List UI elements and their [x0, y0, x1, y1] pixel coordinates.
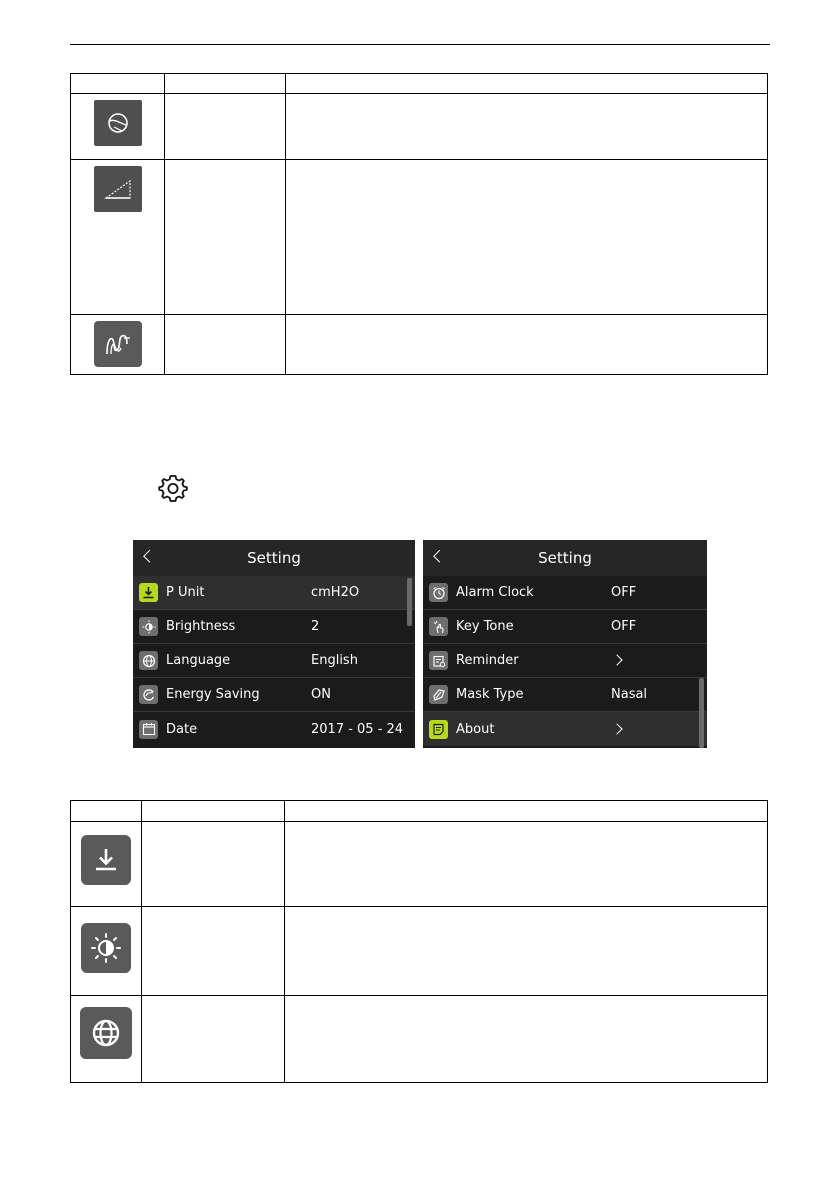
setting-row-reminder[interactable]: [423, 644, 707, 678]
table-row: [71, 907, 768, 996]
description-cell: [285, 907, 768, 996]
table-row: [71, 160, 768, 315]
setting-value: [611, 653, 621, 668]
setting-row-about[interactable]: [423, 712, 707, 746]
setting-label: Energy Saving: [166, 687, 260, 702]
icon-cell: [71, 822, 142, 907]
setting-icons-table: [70, 800, 768, 1083]
setting-value: OFF: [611, 585, 637, 600]
icon-cell: [71, 907, 142, 996]
header-cell: [286, 74, 768, 94]
screen-header: [423, 540, 707, 576]
icon-cell: [71, 996, 142, 1083]
setting-label: Reminder: [456, 653, 519, 668]
header-cell: [71, 74, 165, 94]
setting-label: Language: [166, 653, 231, 668]
table-row: [71, 996, 768, 1083]
chevron-right-icon: [611, 723, 622, 734]
header-rule: [70, 44, 770, 45]
setting-row-mask-type[interactable]: [423, 678, 707, 712]
brightness-icon: [139, 617, 158, 636]
setting-label: Brightness: [166, 619, 236, 634]
table-row: [71, 94, 768, 160]
description-cell: [286, 315, 768, 375]
setting-row-key-tone[interactable]: [423, 610, 707, 644]
back-icon[interactable]: [433, 550, 446, 563]
setting-value: Nasal: [611, 687, 648, 702]
about-icon: [429, 720, 448, 739]
scrollbar[interactable]: [407, 578, 412, 626]
brightness-icon: [81, 923, 131, 973]
setting-row-language[interactable]: [133, 644, 415, 678]
name-cell: [165, 315, 286, 375]
circle-slash-icon: [94, 100, 142, 146]
ramp-triangle-icon: [94, 166, 142, 212]
gear-icon: [158, 473, 188, 503]
setting-row-alarm-clock[interactable]: [423, 576, 707, 610]
energy-icon: [139, 685, 158, 704]
setting-value: 2: [311, 619, 320, 634]
name-cell: [142, 822, 285, 907]
header-cell: [71, 801, 142, 822]
description-cell: [286, 94, 768, 160]
table-row: [71, 822, 768, 907]
icon-cell: [71, 160, 165, 315]
download-icon: [139, 583, 158, 602]
chevron-right-icon: [611, 654, 622, 665]
name-cell: [165, 94, 286, 160]
screen-header: [133, 540, 415, 576]
setting-label: Key Tone: [456, 619, 514, 634]
setting-row-energy-saving[interactable]: [133, 678, 415, 712]
setting-value: cmH2O: [311, 585, 360, 600]
table-row: [71, 315, 768, 375]
back-icon[interactable]: [143, 550, 156, 563]
setting-value: 2017 - 05 - 24: [311, 721, 404, 737]
icon-cell: [71, 94, 165, 160]
setting-row-brightness[interactable]: [133, 610, 415, 644]
setting-value: [611, 722, 621, 737]
reminder-icon: [429, 651, 448, 670]
description-cell: [285, 996, 768, 1083]
scrollbar[interactable]: [699, 678, 704, 748]
setting-row-p-unit[interactable]: [133, 576, 415, 610]
globe-icon: [139, 651, 158, 670]
setting-label: Alarm Clock: [456, 585, 534, 600]
calendar-icon: [139, 720, 158, 739]
tube-icon: [94, 321, 142, 367]
description-cell: [285, 822, 768, 907]
name-cell: [165, 160, 286, 315]
screen-title: Setting: [538, 549, 592, 567]
alarm-clock-icon: [429, 583, 448, 602]
setting-row-date[interactable]: [133, 712, 415, 746]
setting-label: Date: [166, 721, 198, 737]
header-cell: [285, 801, 768, 822]
table-header-row: [71, 801, 768, 822]
globe-icon: [80, 1007, 132, 1059]
setting-label: About: [456, 721, 495, 737]
settings-screen-right: [423, 540, 707, 748]
table-header-row: [71, 74, 768, 94]
header-cell: [142, 801, 285, 822]
setting-value: English: [311, 653, 358, 668]
settings-screen-left: [133, 540, 415, 748]
mode-icons-table: [70, 73, 768, 375]
download-icon: [81, 835, 131, 885]
setting-label: Mask Type: [456, 687, 524, 702]
setting-label: P Unit: [166, 585, 205, 600]
key-tone-icon: [429, 617, 448, 636]
mask-icon: [429, 685, 448, 704]
setting-value: ON: [311, 687, 331, 702]
name-cell: [142, 996, 285, 1083]
name-cell: [142, 907, 285, 996]
screen-title: Setting: [247, 549, 301, 567]
icon-cell: [71, 315, 165, 375]
header-cell: [165, 74, 286, 94]
description-cell: [286, 160, 768, 315]
setting-value: OFF: [611, 619, 637, 634]
